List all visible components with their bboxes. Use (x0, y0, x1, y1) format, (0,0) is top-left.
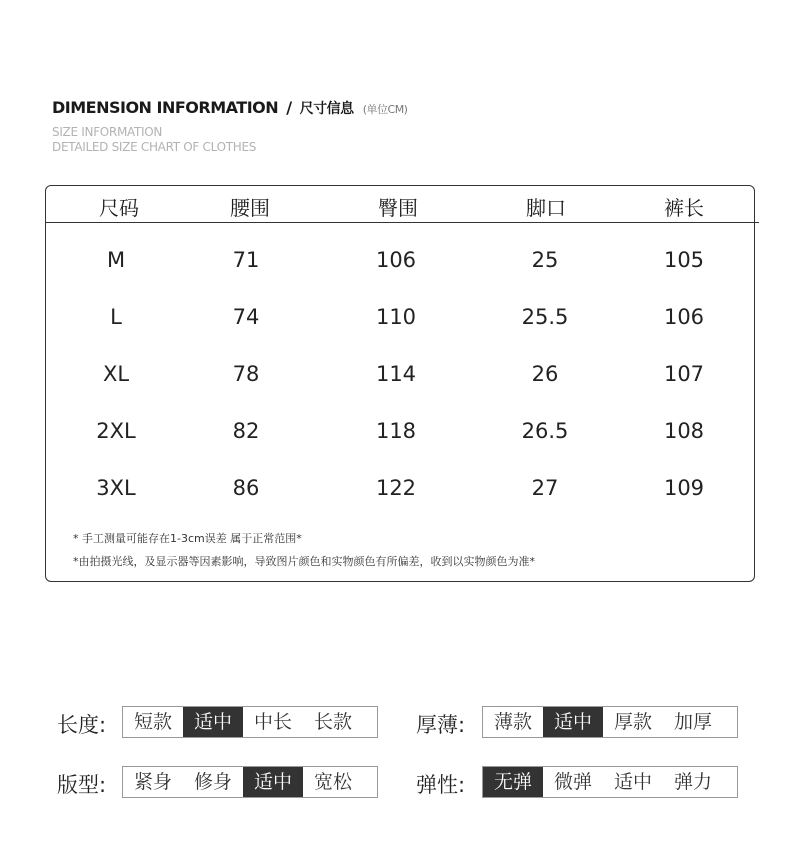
size-table (45, 185, 755, 582)
table-cell: 106 (663, 305, 705, 329)
table-cell: 109 (663, 476, 705, 500)
table-cell: 82 (232, 419, 260, 443)
table-cell: 106 (375, 248, 417, 272)
table-cell: 118 (375, 419, 417, 443)
table-cell: 74 (232, 305, 260, 329)
measurement-note: * 手工测量可能存在1-3cm误差 属于正常范围* (73, 532, 302, 545)
table-cell: 114 (375, 362, 417, 386)
table-cell: 108 (663, 419, 705, 443)
column-header-length: 裤长 (664, 196, 704, 220)
table-cell: 107 (663, 362, 705, 386)
page-title (52, 98, 407, 118)
option-slight-stretch: 微弹 (553, 771, 592, 793)
subtitle-size-info: SIZE INFORMATION (52, 125, 163, 139)
option-mid-long: 中长 (253, 711, 292, 733)
table-cell: 25.5 (521, 305, 569, 329)
subtitle-size-chart: DETAILED SIZE CHART OF CLOTHES (52, 140, 257, 154)
table-cell: XL (102, 362, 130, 386)
option-medium-selected: 适中 (543, 707, 603, 737)
table-cell: 86 (232, 476, 260, 500)
attribute-options (122, 766, 378, 798)
color-note: *由拍摄光线，及显示器等因素影响，导致图片颜色和实物颜色有所偏差，收到以实物颜色为准* (73, 555, 535, 568)
table-cell: 110 (375, 305, 417, 329)
title-cn: 尺寸信息 (299, 101, 354, 117)
attribute-label: 厚薄: (416, 713, 466, 737)
table-cell: 2XL (96, 419, 136, 443)
title-en: DIMENSION INFORMATION (52, 98, 279, 117)
attribute-options (482, 766, 738, 798)
attribute-options (122, 706, 378, 738)
attribute-label: 长度: (57, 713, 107, 737)
table-cell: M (106, 248, 126, 272)
table-cell: 26 (531, 362, 559, 386)
option-tight: 紧身 (133, 771, 172, 793)
option-loose: 宽松 (313, 771, 352, 793)
option-thick: 厚款 (613, 711, 652, 733)
table-cell: 105 (663, 248, 705, 272)
option-extra-thick: 加厚 (673, 711, 712, 733)
table-cell: 25 (531, 248, 559, 272)
option-long: 长款 (313, 711, 352, 733)
table-cell: 122 (375, 476, 417, 500)
column-header-hem: 脚口 (526, 196, 566, 220)
option-no-stretch-selected: 无弹 (483, 767, 543, 797)
column-header-size: 尺码 (99, 196, 139, 220)
title-unit: (单位CM) (362, 103, 408, 116)
title-separator: / (286, 98, 292, 117)
table-cell: 71 (232, 248, 260, 272)
column-header-waist: 腰围 (230, 196, 270, 220)
column-header-hip: 臀围 (378, 196, 418, 220)
table-cell: 26.5 (521, 419, 569, 443)
table-cell: 78 (232, 362, 260, 386)
option-short: 短款 (133, 711, 172, 733)
attribute-options (482, 706, 738, 738)
header-divider (46, 222, 759, 223)
option-medium-stretch: 适中 (613, 771, 652, 793)
option-thin: 薄款 (493, 711, 532, 733)
table-cell: 27 (531, 476, 559, 500)
attribute-label: 弹性: (416, 773, 466, 797)
attribute-label: 版型: (57, 773, 107, 797)
option-regular-selected: 适中 (243, 767, 303, 797)
option-medium-selected: 适中 (183, 707, 243, 737)
option-stretch: 弹力 (673, 771, 712, 793)
option-slim: 修身 (193, 771, 232, 793)
table-cell: L (110, 305, 122, 329)
table-cell: 3XL (96, 476, 136, 500)
